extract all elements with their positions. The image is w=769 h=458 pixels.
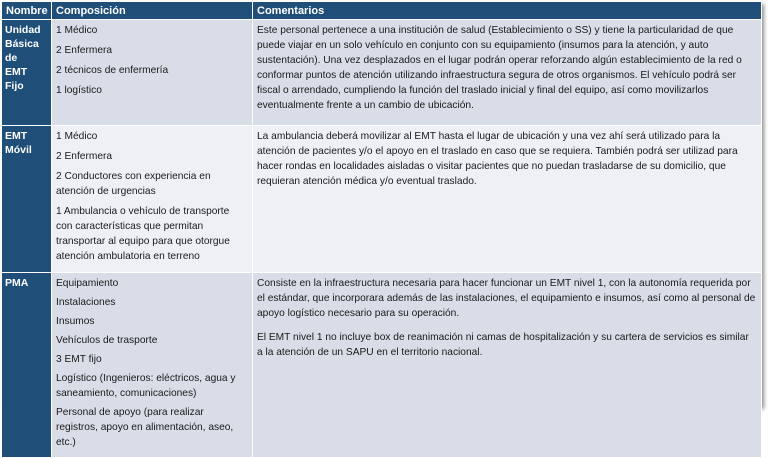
comments-cell <box>253 20 762 126</box>
composition-item: 2 Conductores con experiencia en atención de urgencias <box>56 171 211 197</box>
composition-item: 2 Enfermera <box>56 45 113 56</box>
header-row <box>2 2 762 20</box>
row-name-line: EMT Fijo <box>5 66 28 92</box>
composition-item: 2 Enfermera <box>56 151 113 162</box>
comment-paragraph: El EMT nivel 1 no incluye box de reanimación ni camas de hospitalización y su cartera de servicios es similar a la atención de un SAPU en el territorio nacional. <box>257 332 749 358</box>
table-row-emt-fijo <box>2 20 762 126</box>
composition-item: Equipamiento <box>56 278 119 289</box>
comment-paragraph: Consiste en la infraestructura necesaria para hacer funcionar un EMT nivel 1, con la autonomía requerida por el estándar, que incorporara además de las instalaciones, el equipamiento e insumos, así como al personal de apoyo logístico necesario para su operación. <box>257 278 756 319</box>
row-name-line: Básica de <box>5 38 39 64</box>
composition-cell <box>52 126 253 273</box>
table-row-pma <box>2 273 762 458</box>
row-name-line: Móvil <box>5 144 32 156</box>
row-name-cell <box>2 126 52 273</box>
comment-paragraph: Este personal pertenece a una institución de salud (Establecimiento o SS) y tiene la particularidad de que puede viajar en un solo vehículo en conjunto con su equipamiento (insumos para la atención, y auto sustentación). Una vez desplazados en el lugar podrán operar reforzando algún establecimiento de la red o conformar puntos de atención utilizando infraestructura segura de otros organismos. El vehículo podrá ser fiscal o arrendado, cumpliendo la función del traslado inicial y final del equipo, así como movilizarlos eventualmente frente a un cambio de ubicación. <box>257 25 742 111</box>
header-comentarios: Comentarios <box>253 2 762 20</box>
row-name-line: EMT <box>5 130 28 142</box>
row-name-line: PMA <box>5 277 29 289</box>
composition-cell <box>52 20 253 126</box>
comment-paragraph: La ambulancia deberá movilizar al EMT hasta el lugar de ubicación y una vez ahí será utilizado para la atención de pacientes y/o el apoyo en el traslado en caso que se requiera. También podrá ser utilizad para hacer rondas en localidades aisladas o visitar pacientes que no puedan trasladarse de su domicilio, que requieran atención médica y/o eventual traslado. <box>257 131 738 187</box>
composition-item: Vehículos de trasporte <box>56 335 158 346</box>
composition-item: 1 Médico <box>56 25 98 36</box>
emt-composition-table <box>1 1 762 458</box>
table-row-emt-movil <box>2 126 762 273</box>
composition-item: 1 Médico <box>56 131 98 142</box>
composition-item: 2 técnicos de enfermería <box>56 65 169 76</box>
composition-item: Logístico (Ingenieros: eléctricos, agua y saneamiento, comunicaciones) <box>56 373 236 399</box>
composition-item: 3 EMT fijo <box>56 354 102 365</box>
composition-item: Personal de apoyo (para realizar registros, apoyo en alimentación, aseo, etc.) <box>56 407 234 448</box>
row-name-cell <box>2 20 52 126</box>
composition-cell <box>52 273 253 458</box>
header-nombre: Nombre <box>2 2 52 20</box>
composition-item: Instalaciones <box>56 297 116 308</box>
emt-table-frame <box>1 1 761 448</box>
composition-item: 1 Ambulancia o vehículo de transporte con características que permitan transportar al equipo para que otorgue atención ambulatoria en terreno <box>56 206 230 262</box>
row-name-cell <box>2 273 52 458</box>
composition-item: Insumos <box>56 316 95 327</box>
header-composicion: Composición <box>52 2 253 20</box>
row-name-line: Unidad <box>5 24 41 36</box>
comments-cell <box>253 273 762 458</box>
composition-item: 1 logístico <box>56 85 102 96</box>
comments-cell <box>253 126 762 273</box>
